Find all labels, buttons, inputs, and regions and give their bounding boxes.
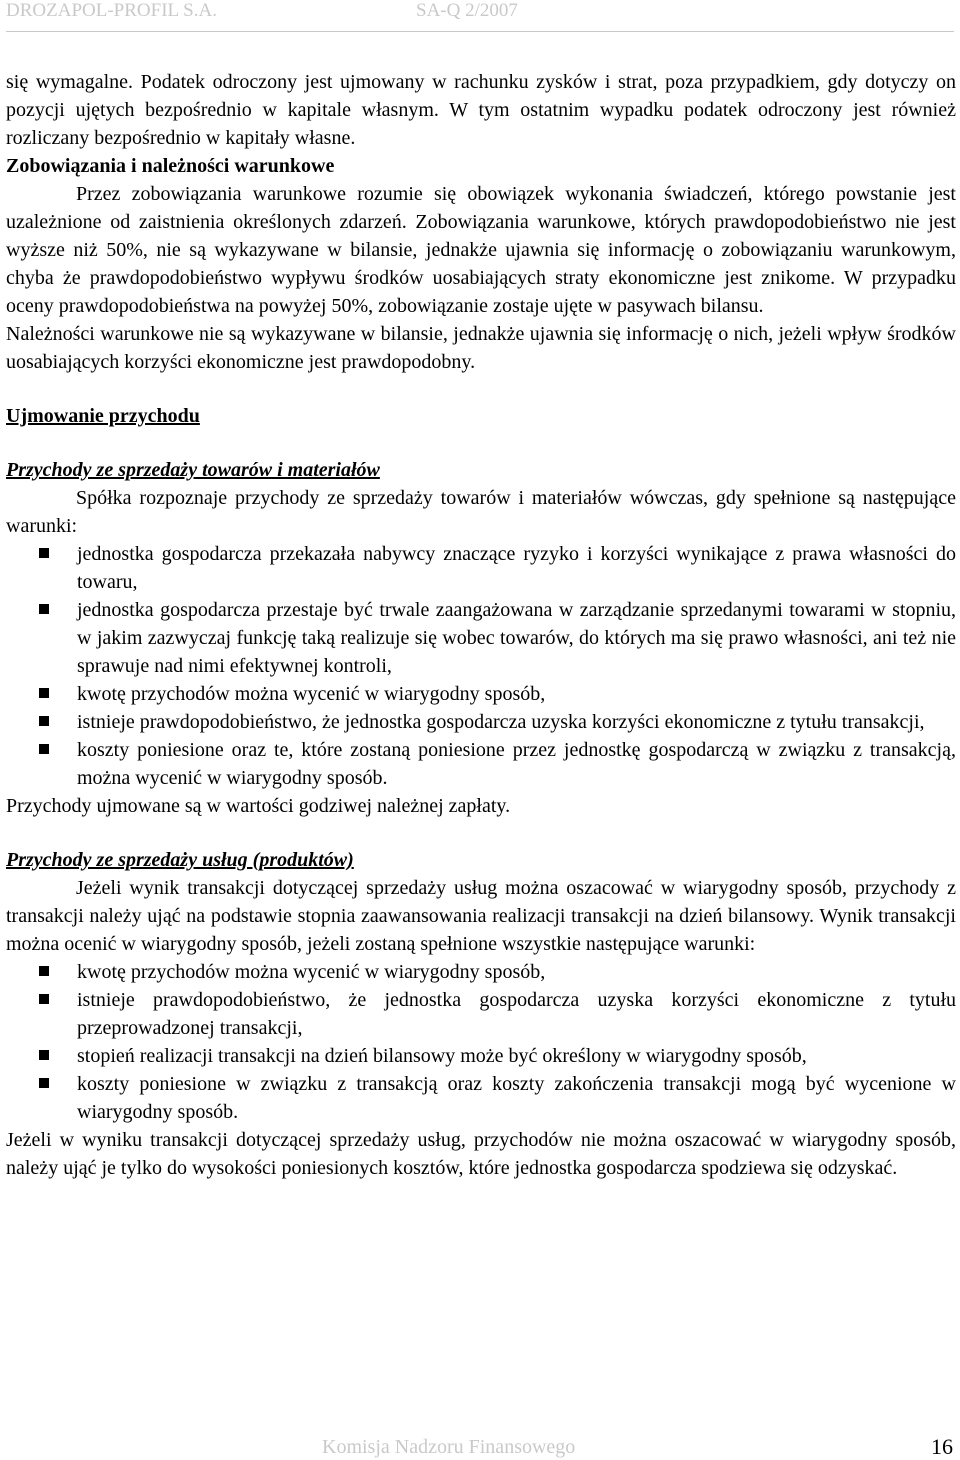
receivables-paragraph: Należności warunkowe nie są wykazywane w bilansie, jednakże ujawnia się informację o nich, jeżeli wpływ środków uosabiających korzyści ekonomiczne jest prawdopodobny. <box>6 323 956 373</box>
report-code: SA-Q 2/2007 <box>416 0 518 21</box>
square-bullet-icon <box>39 966 49 976</box>
header-divider <box>6 31 954 32</box>
contingent-paragraph: Przez zobowiązania warunkowe rozumie się obowiązek wykonania świadczeń, którego powstanie jest uzależnione od zaistnienia określonych zdarzeń. Zobowiązania warunkowe, których prawdopodobieństwo nie jest wyższe niż 50%, nie są wykazywane w bilansie, jednakże ujawnia się informację o zobowiązaniu warunkowym, chyba że prawdopodobieństwo wypływu środków uosabiających straty ekonomiczne jest znikome. W przypadku oceny prawdopodobieństwa na powyżej 50%, zobowiązanie zostaje ujęte w pasywach bilansu. <box>6 183 956 317</box>
company-name: DROZAPOL-PROFIL S.A. <box>6 0 217 21</box>
list-item <box>6 708 956 736</box>
goods-heading: Przychody ze sprzedaży towarów i materiałów <box>6 459 380 481</box>
spacer <box>6 820 956 846</box>
list-item-text: stopień realizacji transakcji na dzień bilansowy może być określony w wiarygodny sposób, <box>77 1045 807 1067</box>
square-bullet-icon <box>39 604 49 614</box>
square-bullet-icon <box>39 688 49 698</box>
list-item-text: kwotę przychodów można wycenić w wiarygodny sposób, <box>77 961 546 983</box>
list-item <box>6 736 956 792</box>
square-bullet-icon <box>39 548 49 558</box>
square-bullet-icon <box>39 1078 49 1088</box>
services-intro: Jeżeli wynik transakcji dotyczącej sprzedaży usług można oszacować w wiarygodny sposób, przychody z transakcji należy ująć na podstawie stopnia zaawansowania realizacji transakcji na dzień bilansowy. Wynik transakcji można ocenić w wiarygodny sposób, jeżeli zostaną spełnione wszystkie następujące warunki: <box>6 877 956 955</box>
square-bullet-icon <box>39 716 49 726</box>
services-heading: Przychody ze sprzedaży usług (produktów) <box>6 849 354 871</box>
revenue-heading: Ujmowanie przychodu <box>6 405 200 427</box>
list-item-text: jednostka gospodarcza przestaje być trwale zaangażowana w zarządzanie sprzedanymi towarami w stopniu, w jakim zazwyczaj funkcję taką realizuje się wobec towarów, do których ma się prawo własności, ani też nie sprawuje nad nimi efektywnej kontroli, <box>77 599 956 677</box>
contingent-heading: Zobowiązania i należności warunkowe <box>6 155 335 177</box>
goods-closing: Przychody ujmowane są w wartości godziwej należnej zapłaty. <box>6 795 511 817</box>
list-item <box>6 540 956 596</box>
list-item-text: koszty poniesione w związku z transakcją oraz koszty zakończenia transakcji mogą być wycenione w wiarygodny sposób. <box>77 1073 956 1123</box>
services-closing: Jeżeli w wyniku transakcji dotyczącej sprzedaży usług, przychodów nie można oszacować w wiarygodny sposób, należy ująć je tylko do wysokości poniesionych kosztów, które jednostka gospodarcza spodziewa się odzyskać. <box>6 1129 956 1179</box>
square-bullet-icon <box>39 994 49 1004</box>
list-item-text: istnieje prawdopodobieństwo, że jednostka gospodarcza uzyska korzyści ekonomiczne z tytułu transakcji, <box>77 711 925 733</box>
square-bullet-icon <box>39 1050 49 1060</box>
page-header <box>6 0 960 30</box>
committee-name: Komisja Nadzoru Finansowego <box>322 1436 576 1458</box>
list-item <box>6 1042 956 1070</box>
list-item <box>6 596 956 680</box>
services-conditions-list <box>6 958 956 1126</box>
spacer <box>6 376 956 402</box>
list-item <box>6 680 956 708</box>
square-bullet-icon <box>39 744 49 754</box>
list-item-text: istnieje prawdopodobieństwo, że jednostka gospodarcza uzyska korzyści ekonomiczne z tytułu przeprowadzonej transakcji, <box>77 989 956 1039</box>
document-body <box>6 68 956 1182</box>
list-item-text: kwotę przychodów można wycenić w wiarygodny sposób, <box>77 683 546 705</box>
page-number: 16 <box>931 1434 953 1459</box>
list-item <box>6 958 956 986</box>
spacer <box>6 430 956 456</box>
list-item <box>6 986 956 1042</box>
goods-intro: Spółka rozpoznaje przychody ze sprzedaży towarów i materiałów wówczas, gdy spełnione są następujące warunki: <box>6 487 956 537</box>
goods-conditions-list <box>6 540 956 792</box>
list-item <box>6 1070 956 1126</box>
list-item-text: koszty poniesione oraz te, które zostaną poniesione przez jednostkę gospodarczą w związku z transakcją, można wycenić w wiarygodny sposób. <box>77 739 956 789</box>
intro-paragraph: się wymagalne. Podatek odroczony jest ujmowany w rachunku zysków i strat, poza przypadkiem, gdy dotyczy on pozycji ujętych bezpośrednio w kapitale własnym. W tym ostatnim wypadku podatek odroczony jest również rozliczany bezpośrednio w kapitały własne. <box>6 71 956 149</box>
list-item-text: jednostka gospodarcza przekazała nabywcy znaczące ryzyko i korzyści wynikające z prawa własności do towaru, <box>77 543 956 593</box>
